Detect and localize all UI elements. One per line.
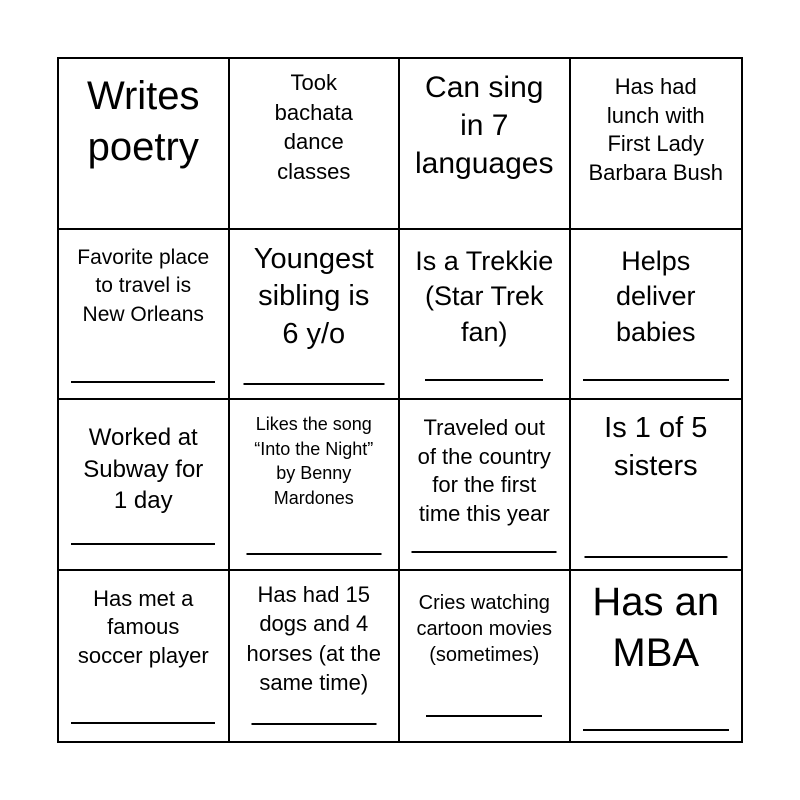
bingo-cell[interactable] (400, 59, 571, 230)
cell-prompt: Can sing in 7 languages (415, 71, 554, 180)
cell-prompt: Is 1 of 5 sisters (604, 412, 708, 482)
bingo-cell[interactable] (571, 571, 742, 742)
signature-line[interactable] (425, 379, 543, 381)
signature-line[interactable] (71, 722, 215, 724)
bingo-cell[interactable] (571, 59, 742, 230)
cell-prompt: Likes the song “Into the Night” by Benny Mardones (254, 414, 374, 508)
signature-line[interactable] (71, 543, 215, 545)
bingo-cell[interactable] (230, 571, 401, 742)
cell-prompt: Has an MBA (592, 579, 720, 675)
bingo-cell[interactable] (59, 571, 230, 742)
bingo-cell[interactable] (571, 230, 742, 401)
cell-prompt: Is a Trekkie (Star Trek fan) (415, 245, 554, 347)
bingo-cell[interactable] (230, 400, 401, 571)
cell-prompt: Traveled out of the country for the first time this year (417, 415, 551, 526)
signature-line[interactable] (426, 715, 542, 717)
bingo-cell[interactable] (59, 400, 230, 571)
signature-line[interactable] (412, 551, 557, 553)
cell-prompt: Has met a famous soccer player (77, 585, 209, 668)
signature-line[interactable] (71, 381, 215, 383)
bingo-cell[interactable] (230, 230, 401, 401)
cell-prompt: Has had 15 dogs and 4 horses (at the same time) (246, 581, 381, 695)
cell-prompt: Cries watching cartoon movies (sometimes) (416, 591, 553, 666)
bingo-board (57, 57, 743, 743)
signature-line[interactable] (243, 383, 384, 385)
cell-prompt: Worked at Subway for 1 day (83, 424, 204, 514)
signature-line[interactable] (251, 723, 376, 725)
cell-prompt: Writes poetry (86, 74, 200, 169)
bingo-cell[interactable] (400, 571, 571, 742)
signature-line[interactable] (584, 556, 727, 558)
signature-line[interactable] (583, 729, 729, 731)
bingo-cell[interactable] (230, 59, 401, 230)
bingo-cell[interactable] (571, 400, 742, 571)
cell-prompt: Favorite place to travel is New Orleans (77, 245, 210, 326)
bingo-cell[interactable] (400, 400, 571, 571)
cell-prompt: Took bachata dance classes (274, 70, 353, 184)
signature-line[interactable] (246, 553, 381, 555)
bingo-cell[interactable] (59, 59, 230, 230)
signature-line[interactable] (583, 379, 729, 381)
cell-prompt: Has had lunch with First Lady Barbara Bush (588, 74, 724, 185)
cell-prompt: Helps deliver babies (615, 245, 696, 347)
bingo-cell[interactable] (400, 230, 571, 401)
cell-prompt: Youngest sibling is 6 y/o (253, 242, 374, 350)
bingo-cell[interactable] (59, 230, 230, 401)
